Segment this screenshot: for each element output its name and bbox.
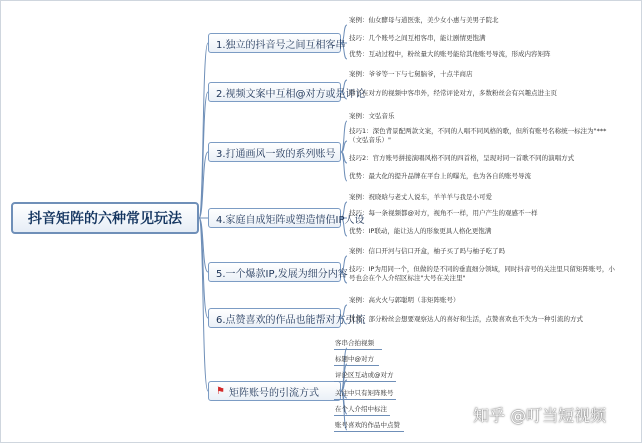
leaf-underline [334,381,396,382]
branch-5-leaf-1: 案例：信口开河与信口开盒，柚子买了吗与柚子吃了吗 [349,247,505,255]
branch-4-leaf-2: 技巧：每一条视频都@对方，视角不一样，用户产生的观感不一样 [349,209,538,217]
branch-7-leaf-5: 在个人介绍中标注 [335,405,387,413]
branch-4-topic[interactable]: 4.家庭自成矩阵或塑造情侣IP人设 [208,208,341,228]
leaf-underline [334,415,390,416]
leaf-underline [334,365,379,366]
red-flag-icon: ⚑ [216,385,225,397]
branch-6-leaf-1: 案例：高火火与郭聪明（非矩阵账号） [349,296,460,304]
branch-1-leaf-1: 案例：仙女酵母与道医张，美少女小惠与美男子院北 [349,16,499,24]
branch-1-topic[interactable]: 1.独立的抖音号之间互相客串 [208,33,341,53]
source-watermark: 知乎 @叮当短视频 [473,406,607,425]
central-topic[interactable]: 抖音矩阵的六种常见玩法 [11,202,199,234]
branch-4-leaf-1: 案例：祝晓晗与老丈人说车，羊羊羊与我是小可爱 [349,193,492,201]
branch-2-leaf-1: 案例：爷爷等一下与七舅脑爷，十点半商店 [349,70,473,78]
branch-3-leaf-4: 优势：最大化的提升品牌在平台上的曝光，也为各自的账号导流 [349,172,531,180]
branch-5-leaf-2: 技巧：IP为用同一个，但做的是不同的垂直细分领域，同时抖音号的关注里只留矩阵账号，小号也会在个人介绍区标注"大号在关注里" [349,265,615,282]
branch-3-topic[interactable]: 3.打通画风一致的系列账号 [208,142,341,162]
branch-6-topic[interactable]: 6.点赞喜欢的作品也能帮对方引流 [208,308,341,328]
leaf-underline [334,349,382,350]
branch-5-topic[interactable]: 5.一个爆款IP,发展为细分内容 [208,262,341,282]
branch-3-leaf-1: 案例：文弘音乐 [349,112,395,120]
branch-7-label: 矩阵账号的引流方式 [228,387,319,399]
leaf-underline [334,431,404,432]
branch-4-leaf-3: 优势：IP联动，能让达人的形象更具人格化更饱满 [349,227,492,235]
branch-7-leaf-6: 账号喜欢的作品中点赞 [335,421,400,429]
branch-2-topic[interactable]: 2.视频文案中互相@对方或是评论 [208,82,341,102]
branch-2-leaf-2: 除了在对方的视频中客串外，经常评论对方，多数粉丝会有兴趣点进主页 [349,89,557,97]
branch-7-leaf-2: 标题中@对方 [335,355,374,363]
branch-6-leaf-2: 优势：部分粉丝会想要观察达人的喜好和生活，点赞喜欢也不失为一种引流的方式 [349,315,583,323]
branch-7-leaf-4: 关注中只有矩阵账号 [335,389,394,397]
leaf-underline [334,399,396,400]
branch-3-leaf-2: 技巧1：深色背景配两款文案，不同的人唱不同风格的歌，但所有账号名称统一标注为"***（文弘音乐）" [349,127,607,144]
branch-1-leaf-3: 优势：互动过程中，粉丝量大的账号能给其他账号导流，形成内容矩阵 [349,50,551,58]
branch-7-leaf-3: 评论区互动或@对方 [335,371,394,379]
branch-1-leaf-2: 技巧：几个账号之间互相客串，能让剧情更饱满 [349,34,486,42]
branch-3-leaf-3: 技巧2：官方账号拼接演唱风格不同的四首格，呈现对同一首歌不同的演唱方式 [349,154,575,162]
branch-7-topic[interactable] [208,381,341,401]
branch-7-leaf-1: 客串合拍视频 [335,339,374,347]
